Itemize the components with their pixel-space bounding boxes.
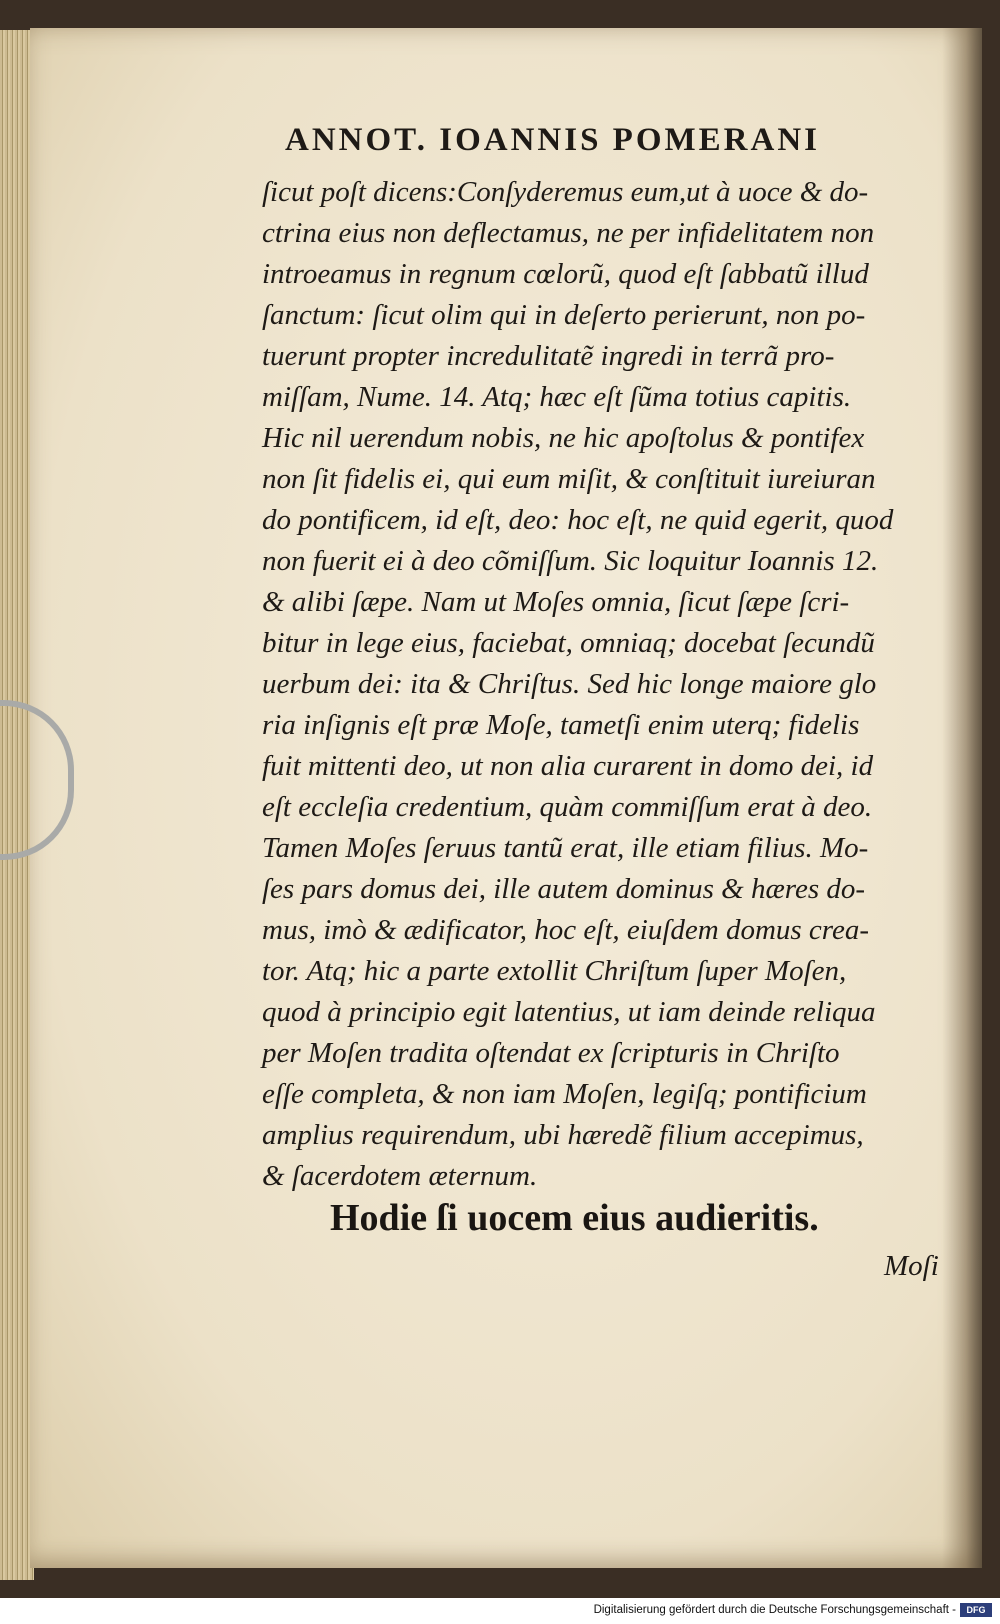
text-line: ſanctum: ſicut olim qui in deſerto perierunt, non po- — [262, 299, 866, 331]
dfg-logo-icon: DFG — [960, 1603, 992, 1617]
catchword: Moſi — [884, 1250, 939, 1282]
text-line: ſicut poſt dicens:Conſyderemus eum,ut à uoce & do- — [262, 176, 869, 208]
text-line: eſſe completa, & non iam Moſen, legiſq; pontificium — [262, 1078, 867, 1110]
text-line: bitur in lege eius, faciebat, omniaq; docebat ſecundũ — [262, 627, 875, 659]
text-line: eſt eccleſia credentium, quàm commiſſum erat à deo. — [262, 791, 873, 823]
text-line: fuit mittenti deo, ut non alia curarent in domo dei, id — [262, 750, 874, 782]
funding-credit: Digitalisierung gefördert durch die Deutsche Forschungsgemeinschaft - — [593, 1604, 956, 1616]
text-line: ſes pars domus dei, ille autem dominus & hæres do- — [262, 873, 866, 905]
text-line: do pontificem, id eſt, deo: hoc eſt, ne quid egerit, quod — [262, 504, 894, 536]
text-line: ria inſignis eſt præ Moſe, tametſi enim uterq; fidelis — [262, 709, 860, 741]
text-line: introeamus in regnum cœlorũ, quod eſt ſabbatũ illud — [262, 258, 869, 290]
text-line: miſſam, Nume. 14. Atq; hæc eſt ſũma totius capitis. — [262, 381, 852, 413]
running-head: ANNOT. IOANNIS POMERANI — [285, 122, 820, 158]
text-line: per Moſen tradita oſtendat ex ſcripturis in Chriſto — [262, 1037, 840, 1069]
body-text — [262, 172, 952, 1197]
text-line: tuerunt propter incredulitatẽ ingredi in terrã pro- — [262, 340, 835, 372]
text-line: amplius requirendum, ubi hæredẽ filium accepimus, — [262, 1119, 864, 1151]
text-line: tor. Atq; hic a parte extollit Chriſtum ſuper Moſen, — [262, 955, 847, 987]
text-line: & ſacerdotem æternum. — [262, 1160, 538, 1192]
text-line: non ſit fidelis ei, qui eum miſit, & conſtituit iureiuran — [262, 463, 876, 495]
text-line: quod à principio egit latentius, ut iam deinde reliqua — [262, 996, 876, 1028]
text-line: & alibi ſæpe. Nam ut Moſes omnia, ſicut ſæpe ſcri- — [262, 586, 850, 618]
text-line: non fuerit ei à deo cõmiſſum. Sic loquitur Ioannis 12. — [262, 545, 879, 577]
text-line: uerbum dei: ita & Chriſtus. Sed hic longe maiore glo — [262, 668, 877, 700]
text-line: Tamen Moſes ſeruus tantũ erat, ille etiam filius. Mo- — [262, 832, 869, 864]
footer-bar — [0, 1598, 1000, 1624]
text-line: ctrina eius non deflectamus, ne per infidelitatem non — [262, 217, 875, 249]
section-heading: Hodie ſi uocem eius audieritis. — [330, 1197, 819, 1239]
text-line: mus, imò & ædificator, hoc eſt, eiuſdem domus crea- — [262, 914, 870, 946]
text-line: Hic nil uerendum nobis, ne hic apoſtolus & pontifex — [262, 422, 865, 454]
